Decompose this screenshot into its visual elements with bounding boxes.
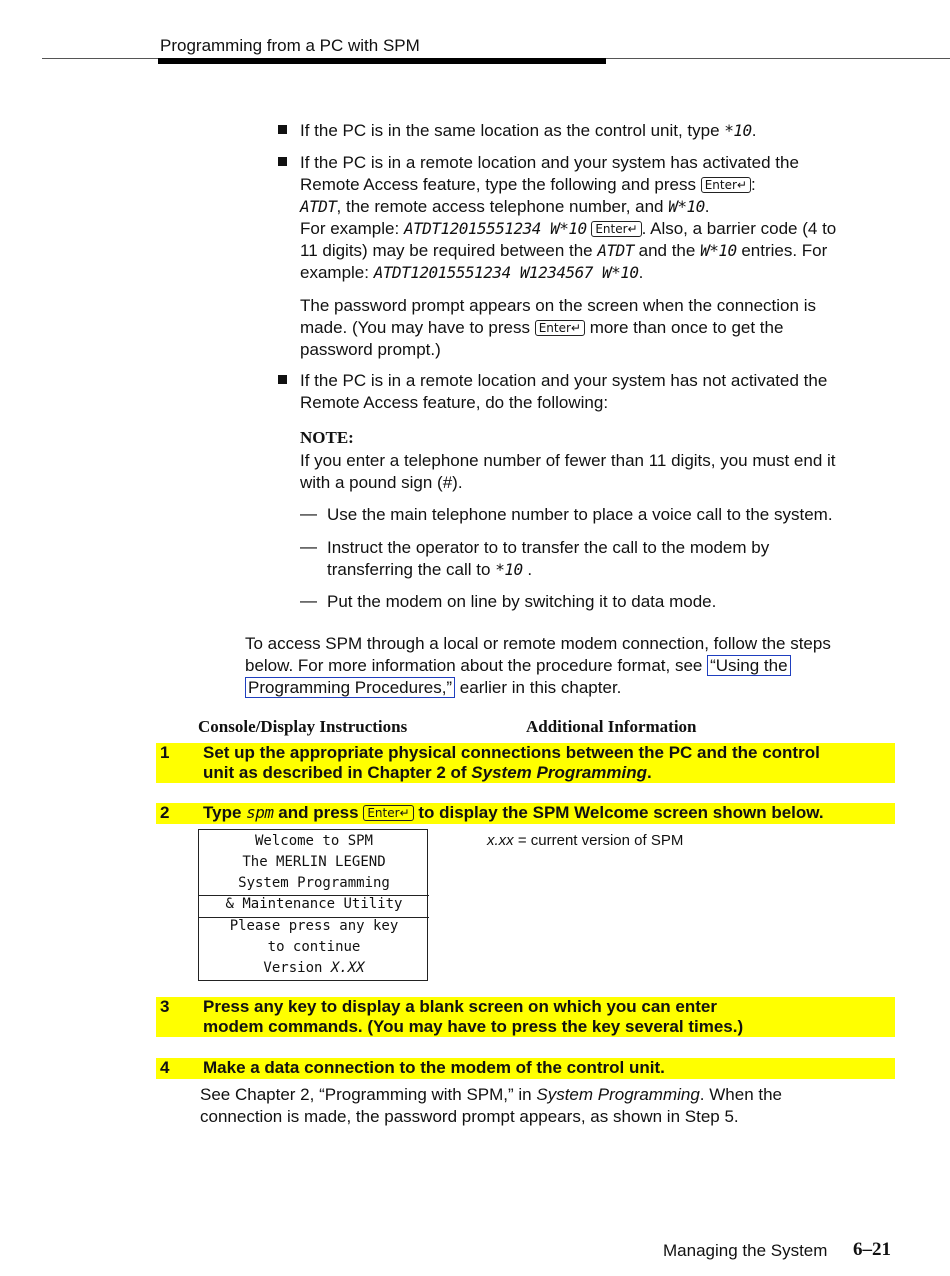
text: and the [633, 241, 701, 260]
version-note [487, 832, 683, 849]
text: . [704, 197, 710, 216]
text: and press [273, 803, 359, 822]
text: modem commands. (You may have to press the key several times.) [203, 1017, 744, 1036]
text: transferring the call to [327, 560, 496, 579]
text-line [300, 262, 890, 284]
text: : [750, 175, 756, 194]
step-number: 4 [160, 1058, 170, 1077]
text-line [203, 763, 893, 783]
text: earlier in this chapter. [455, 678, 622, 697]
code-w10: W*10 [700, 241, 737, 260]
column-heading-additional: Additional Information [526, 717, 697, 736]
bullet-marker [278, 125, 287, 134]
text: to display the SPM Welcome screen shown below. [413, 803, 824, 822]
screen-line-version [199, 960, 429, 976]
code-atdt: ATDT [300, 197, 337, 216]
text: below. For more information about the procedure format, see [245, 656, 708, 675]
text: To access SPM through a local or remote modem connection, follow the steps [245, 634, 831, 653]
screen-line: Welcome to SPM [254, 833, 373, 849]
text-line [300, 174, 890, 196]
bullet-marker [278, 157, 287, 166]
page-number: 6–21 [853, 1239, 891, 1260]
text: . [751, 121, 757, 140]
step-4-detail [200, 1084, 890, 1128]
column-heading-instructions: Console/Display Instructions [198, 717, 408, 736]
text: Press any key to display a blank screen on which you can enter [203, 997, 717, 1016]
text: example: [300, 263, 374, 282]
dash-marker: — [300, 591, 317, 610]
step-number: 3 [160, 997, 170, 1016]
text: . When the [699, 1085, 783, 1104]
link-using-procedures[interactable]: “Using the [707, 655, 790, 676]
code-spm: spm [246, 803, 274, 822]
dash-marker: — [300, 537, 317, 556]
text: Remote Access feature, do the following: [300, 393, 609, 412]
text: more than once to get the [589, 318, 784, 337]
step-2-text [203, 803, 893, 823]
code-atdt: ATDT [597, 241, 634, 260]
book-title: System Programming [471, 763, 648, 782]
text: entries. For [736, 241, 828, 260]
text: made. (You may have to press [300, 318, 530, 337]
dash-item-operator [327, 537, 887, 581]
text: . [522, 560, 533, 579]
text: For example: [300, 219, 404, 238]
enter-key-icon: Enter↵ [701, 177, 751, 193]
access-paragraph [245, 633, 895, 699]
dash-item-data-mode: Put the modem on line by switching it to data mode. [327, 592, 717, 611]
step-4-text: Make a data connection to the modem of the control unit. [203, 1058, 665, 1077]
screen-line: to continue [267, 939, 361, 955]
dash-item-voice-call: Use the main telephone number to place a voice call to the system. [327, 505, 833, 524]
spm-welcome-screen [198, 829, 428, 981]
code-star10: *10 [495, 560, 523, 579]
code-star10: *10 [724, 121, 752, 140]
text: Type [203, 803, 247, 822]
text: If you enter a telephone number of fewer than 11 digits, you must end it [300, 451, 836, 470]
text: . [638, 263, 644, 282]
text-line [200, 1084, 890, 1106]
bullet-remote-not-activated [300, 370, 890, 414]
text: Instruct the operator to to transfer the call to the modem by [327, 538, 770, 557]
text-line [300, 240, 890, 262]
text-line [300, 218, 890, 240]
text: If the PC is in a remote location and your system has not activated the [300, 371, 828, 390]
text-line [300, 317, 890, 339]
dash-marker: — [300, 504, 317, 523]
screen-line: & Maintenance Utility [225, 896, 403, 912]
text: with a pound sign (#). [300, 473, 463, 492]
code-example: ATDT12015551234 W*10 [403, 219, 587, 238]
screen-line: The MERLIN LEGEND [242, 854, 386, 870]
text: Set up the appropriate physical connections between the PC and the control [203, 743, 820, 762]
note-body [300, 450, 890, 494]
screen-line: Please press any key [229, 918, 399, 934]
text: The password prompt appears on the screen when the connection is [300, 296, 816, 315]
step-1-text [203, 743, 893, 783]
step-number: 2 [160, 803, 170, 822]
text: , the remote access telephone number, and [336, 197, 669, 216]
note-title: NOTE: [300, 428, 354, 447]
password-prompt-paragraph [300, 295, 890, 361]
bullet-remote-activated [300, 152, 890, 284]
text: unit as described in Chapter 2 of [203, 763, 472, 782]
text: Version [263, 960, 331, 976]
text: . [647, 763, 652, 782]
screen-line: System Programming [238, 875, 390, 891]
text: If the PC is in a remote location and your system has activated the [300, 153, 799, 172]
text-line [245, 677, 895, 699]
bullet-same-location [300, 120, 756, 142]
text-line [327, 559, 887, 581]
text: Remote Access feature, type the following and press [300, 175, 696, 194]
text: . Also, a barrier code (4 to [641, 219, 837, 238]
header-rule-bold [158, 58, 606, 64]
version-var: x.xx [487, 832, 514, 849]
step-number: 1 [160, 743, 170, 762]
running-header: Programming from a PC with SPM [160, 36, 420, 55]
code-w10: W*10 [668, 197, 705, 216]
text: If the PC is in the same location as the control unit, type [300, 121, 725, 140]
text-line [300, 196, 890, 218]
code-example-barrier: ATDT12015551234 W1234567 W*10 [373, 263, 639, 282]
link-using-procedures-cont[interactable]: Programming Procedures,” [245, 677, 455, 698]
text: See Chapter 2, “Programming with SPM,” in [200, 1085, 537, 1104]
book-title: System Programming [536, 1085, 700, 1104]
text: = current version of SPM [513, 832, 684, 849]
text-line [245, 655, 895, 677]
bullet-marker [278, 375, 287, 384]
text: 11 digits) may be required between the [300, 241, 598, 260]
text: password prompt.) [300, 340, 441, 359]
text: connection is made, the password prompt appears, as shown in Step 5. [200, 1107, 739, 1126]
footer-section: Managing the System [663, 1241, 828, 1260]
enter-key-icon: Enter↵ [363, 805, 413, 821]
step-3-text [203, 997, 893, 1037]
enter-key-icon: Enter↵ [591, 221, 641, 237]
version-code: X.XX [330, 960, 365, 976]
enter-key-icon: Enter↵ [535, 320, 585, 336]
